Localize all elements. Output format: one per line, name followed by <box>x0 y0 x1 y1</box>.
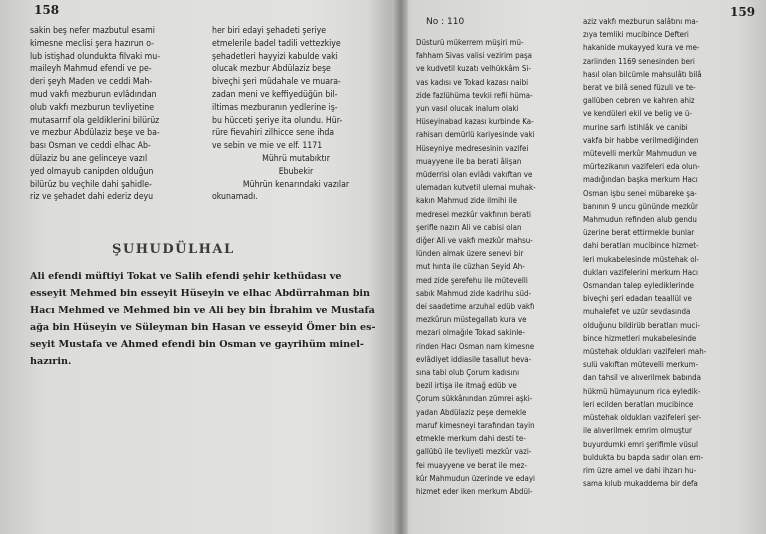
text-line: dahi beratları mucibince hizmet- <box>583 241 699 251</box>
text-line: dei saadetime arzuhal edüb vakfı <box>416 302 535 312</box>
text-line: şerifle nazırı Ali ve cabisi olan <box>416 222 522 232</box>
text-line: kimesne meclisi şera hazırun o- <box>30 38 154 49</box>
left-column-2 <box>212 25 380 204</box>
text-line: zide fazlühüma tevkii refii hüma- <box>416 90 533 100</box>
text-line: rahisarı demürlü kariyesinde vaki <box>416 130 535 140</box>
seal-margin-note: Mührün kenarındaki vazılar <box>242 179 350 190</box>
text-line: sakin beş nefer mazbutul esami <box>30 26 155 36</box>
text-line: dukları vazifelerini merkum Hacı <box>583 267 698 277</box>
text-line: hükmü hümayunum rica eyledik- <box>583 386 701 396</box>
text-line: mezari olmağıle Tokad sakinle- <box>416 328 526 338</box>
text-line: rüre fievahiri zilhicce sene ihda <box>212 128 335 139</box>
text-line: yun vasıl olucak inalum olaki <box>416 104 519 114</box>
text-line: maileyh Mahmud efendi ve pe- <box>30 64 152 75</box>
right-column-2 <box>583 15 733 490</box>
witness-list <box>30 268 376 370</box>
witness-line: ağa bin Hüseyin ve Süleyman bin Hasan ve esseyid Ömer bin es- <box>30 322 376 333</box>
text-line: aziz vakfı mezburun salâtını ma- <box>583 17 699 26</box>
text-line: kakın Mahmud zide ilmihi ile <box>416 196 518 206</box>
text-line: buyurdumki emri şerifimle vüsul <box>583 439 698 449</box>
text-line: fei muayyene ve berat ile mez- <box>416 460 527 470</box>
text-line: müderrisi olan evlâdı vakıftan ve <box>416 170 533 180</box>
text-line: sama kılub mukaddema bir defa <box>583 479 698 489</box>
text-line: evlâdiyet iddiasile tasallut heva- <box>416 354 532 364</box>
text-line: madığından başka merkum Hacı <box>583 175 698 185</box>
text-line: biveçhi şeri edadan teaallül ve <box>583 294 692 304</box>
text-line: hizmet eder iken merkum Abdül- <box>416 486 533 496</box>
text-line: med zide şerefehu ile mütevelli <box>416 275 528 285</box>
text-line: medresei mezkûr vakfının berati <box>416 209 532 219</box>
text-line: banının 9 uncu gününde mezkûr <box>583 201 698 211</box>
text-line: üzerine berat ettirmekle bunlar <box>583 228 695 238</box>
text-line: etmelerile badel tadili vettezkiye <box>212 38 341 49</box>
text-line: riz ve şehadet dahi ederiz deyu <box>30 192 154 203</box>
text-line: ulemadan kutvetil ulemai muhak- <box>416 183 536 193</box>
text-line: biveçhi şeri müdahale ve muara- <box>212 77 341 88</box>
left-column-1 <box>30 25 198 204</box>
text-line: zadan meni ve keffiyedüğün bil- <box>212 89 338 100</box>
witness-line: seyit Mustafa ve Ahmed efendi bin Osman ve gayrihüm minel- <box>30 339 364 350</box>
text-line: ve mezbur Abdülaziz beşe ve ba- <box>30 128 160 139</box>
text-line: mut hınta ile cüzhan Seyid Ah- <box>416 262 525 272</box>
text-line: mütevelli merkûr Mahmudun ve <box>583 149 697 159</box>
witness-line: esseyit Mehmed bin esseyit Hüseyin ve elhac Abdürrahman bin <box>30 288 371 299</box>
text-line: bince hizmetleri mukabelesinde <box>583 333 697 343</box>
text-line: gallübü ile tevliyeti mezkûr vazi- <box>416 447 532 457</box>
text-line: muhalefet ve uzür sevdasında <box>583 307 691 317</box>
seal-note: Mührü mutabıktır <box>262 153 330 164</box>
text-line: mutasarrıf ola geldiklerini bilürüz <box>30 115 160 126</box>
text-line: bu hücceti şeriye ita olundu. Hür- <box>212 115 343 126</box>
text-line: bası Osman ve ceddi elhac Ab- <box>30 141 151 152</box>
text-line: Mahmudun refinden alub gendu <box>583 215 697 225</box>
text-line: ve kudvetil kuzatı velhükkâm Si- <box>416 64 531 74</box>
text-line: leri mukabelesinde müstehak ol- <box>583 254 700 264</box>
text-line: sına tabi olub Çorum kadısını <box>416 368 520 378</box>
text-line: hakanide mukayyed kura ve me- <box>583 43 700 53</box>
text-line: mud vakfı mezburun evlâdından <box>30 89 157 100</box>
text-line: maruf kimesneyi tarafından tayin <box>416 420 535 430</box>
text-line: lub istişhad olundukta filvaki mu- <box>30 51 161 62</box>
witness-line: Ali efendi müftiyi Tokat ve Salih efendi şehir kethüdası ve <box>30 271 342 282</box>
witness-line: hazırin. <box>30 356 72 367</box>
text-line: dan tahsil ve alıverilmek babında <box>583 373 702 383</box>
text-line: olub vakfı mezburun tevliyetine <box>30 102 155 113</box>
text-line: murine sarfı istihlâk ve canibi <box>583 122 688 132</box>
text-line: dülaziz bu ane gelinceye vazıl <box>30 153 148 164</box>
text-line: buldukta bu bapda sadır olan em- <box>583 452 704 462</box>
text-line: zıya temliki mucibince Defteri <box>583 30 689 40</box>
text-line: mürtezikanın vazifeleri eda olun- <box>583 162 700 172</box>
text-line: olucak mezbur Abdülaziz beşe <box>212 64 331 75</box>
text-line: vakfa bir habbe verilmediğinden <box>583 135 699 145</box>
text-line: mezkûrun müstegallatı kura ve <box>416 315 527 325</box>
left-page-number: 158 <box>34 3 60 17</box>
text-line: Osmandan talep eylediklerinde <box>583 281 695 291</box>
text-line: şehadetleri hayyizi kabulde vaki <box>212 51 338 62</box>
text-line: iltimas mezburanın yedlerine iş- <box>212 102 338 113</box>
text-line: Hüseyinabad kazası kurbinde Ka- <box>416 117 534 127</box>
text-line: muayyene ile ba berati âlişan <box>416 156 522 166</box>
text-line: lünden almak üzere senevi bir <box>416 249 524 259</box>
text-line: sabık Mahmud zide kadrihu süd- <box>416 288 532 298</box>
text-line: müstehak oldukları vazifeleri mah- <box>583 347 707 357</box>
text-line: Düsturü mükerrem müşiri mü- <box>416 38 524 47</box>
text-line: kûr Mahmudun üzerinde ve edayi <box>416 473 536 483</box>
text-line: ile alıverilmek emrim olmuştur <box>583 426 692 436</box>
text-line: her biri edayi şehadeti şeriye <box>212 26 327 36</box>
text-line: bilürüz bu veçhile dahi şahidle- <box>30 179 152 190</box>
text-line: yed olmayub canipden olduğun <box>30 166 154 177</box>
text-line: okunamadı. <box>212 192 258 203</box>
text-line: ve sebin ve mie ve elf. 1171 <box>212 141 323 152</box>
text-line: sulü vakıftan mütevelli merkum- <box>583 360 699 370</box>
seal-name: Ebubekir <box>278 166 314 177</box>
text-line: deri şeyh Maden ve ceddi Mah- <box>30 77 153 88</box>
text-line: Hüseyniye medresesinin vazifei <box>416 143 529 153</box>
text-line: müstehak oldukları vazifeleri şer- <box>583 413 702 423</box>
text-line: fahham Sivas valisi vezirim paşa <box>416 51 533 61</box>
text-line: yadan Abdülaziz peşe demekle <box>416 407 527 417</box>
text-line: ve kendüleri ekil ve belig ve ü- <box>583 109 692 119</box>
text-line: Osman işbu senei mübareke şa- <box>583 188 697 198</box>
text-line: berat ve bilâ sened füzuli ve te- <box>583 83 696 93</box>
right-column-1 <box>416 36 566 498</box>
text-line: Çorum sükkânından zümrei aşki- <box>416 394 533 404</box>
text-line: hasıl olan bilcümle mahsulâtı bilâ <box>583 69 702 79</box>
text-line: rinden Hacı Osman nam kimesne <box>416 341 535 351</box>
section-heading: ŞUHUDÜLHAL <box>112 242 235 257</box>
book-gutter <box>394 0 408 534</box>
text-line: diğer Ali ve vakfı mezkûr mahsu- <box>416 236 533 246</box>
text-line: olduğunu bildirüb beratları muci- <box>583 320 700 330</box>
text-line: gallüben cebren ve kahren ahiz <box>583 96 695 106</box>
text-line: bezil irtişa ile itmağ edüb ve <box>416 381 517 391</box>
right-page-number: 159 <box>730 5 756 19</box>
document-number: No : 110 <box>426 17 465 27</box>
text-line: rim üzre amel ve dahi ihzarı hu- <box>583 465 697 475</box>
text-line: etmekle merkum dahi desti te- <box>416 434 526 444</box>
witness-line: Hacı Mehmed ve Mehmed bin ve Ali bey bin İbrahim ve Mustafa <box>30 305 375 316</box>
text-line: vas kadısı ve Tokad kazası naibi <box>416 77 529 87</box>
text-line: leri ecilden beratları mucibince <box>583 399 694 409</box>
text-line: zariinden 1169 senesinden beri <box>583 56 695 66</box>
